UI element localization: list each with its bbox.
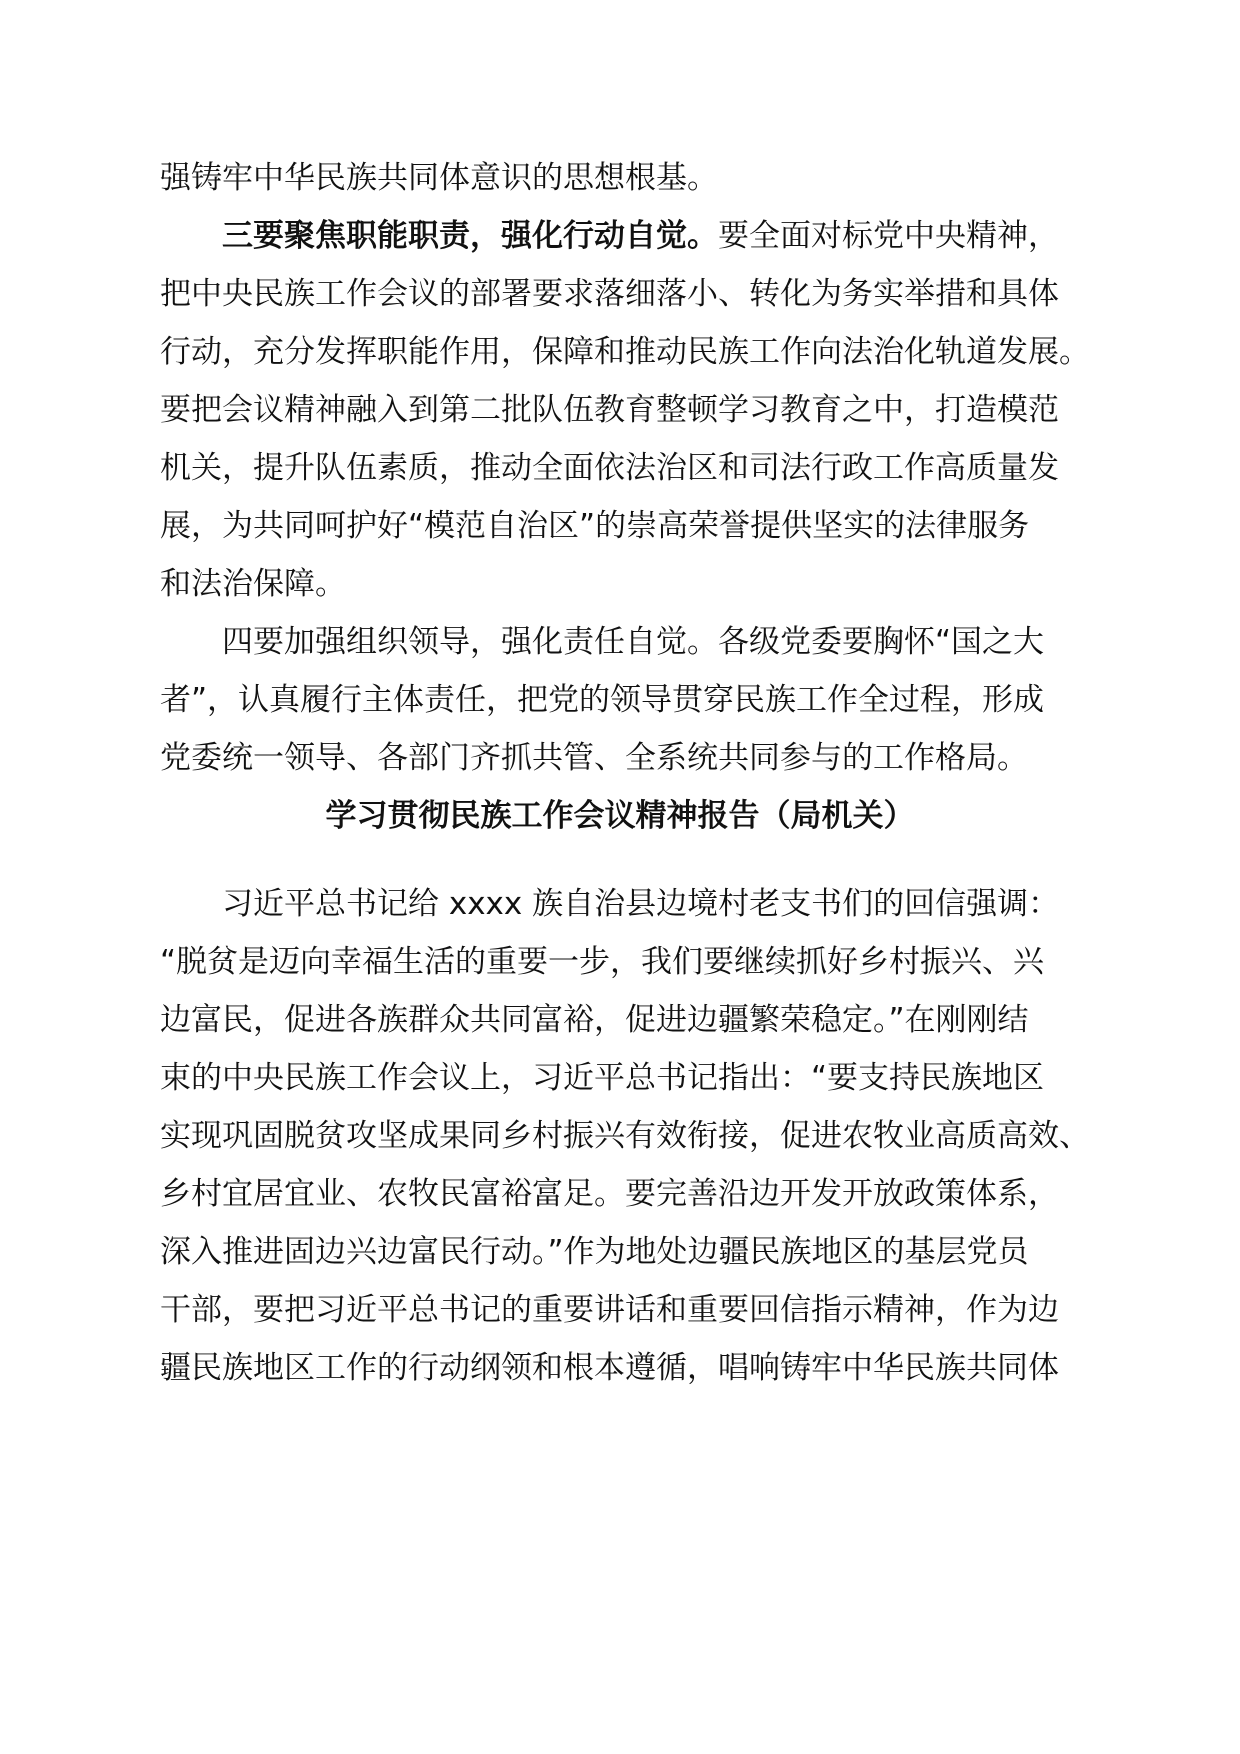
body-line: “脱贫是迈向幸福生活的重要一步，我们要继续抓好乡村振兴、兴	[160, 944, 1045, 980]
body-line: 束的中央民族工作会议上，习近平总书记指出：“要支持民族地区	[160, 1060, 1045, 1096]
body-line: 四要加强组织领导，强化责任自觉。各级党委要胸怀“国之大	[222, 624, 1045, 660]
body-line: 党委统一领导、各部门齐抓共管、全系统共同参与的工作格局。	[160, 740, 1028, 776]
body-line: 展，为共同呵护好“模范自治区”的崇高荣誉提供坚实的法律服务	[160, 508, 1030, 544]
section-heading: 学习贯彻民族工作会议精神报告（局机关）	[325, 798, 915, 834]
body-line: 行动，充分发挥职能作用，保障和推动民族工作向法治化轨道发展。	[160, 334, 1090, 370]
body-line: 和法治保障。	[160, 566, 346, 602]
body-line: 习近平总书记给 xxxx 族自治县边境村老支书们的回信强调：	[222, 886, 1060, 922]
body-line	[222, 206, 1120, 266]
body-line: 干部，要把习近平总书记的重要讲话和重要回信指示精神，作为边	[160, 1292, 1059, 1328]
body-line: 要把会议精神融入到第二批队伍教育整顿学习教育之中，打造模范	[160, 392, 1059, 428]
body-line: 边富民，促进各族群众共同富裕，促进边疆繁荣稳定。”在刚刚结	[160, 1002, 1029, 1038]
body-text: 要全面对标党中央精神，	[718, 218, 1059, 254]
bold-lead-sentence: 三要聚焦职能职责，强化行动自觉。	[222, 218, 718, 254]
body-line: 实现巩固脱贫攻坚成果同乡村振兴有效衔接，促进农牧业高质高效、	[160, 1118, 1090, 1154]
body-line: 者”，认真履行主体责任，把党的领导贯穿民族工作全过程，形成	[160, 682, 1045, 718]
body-line: 疆民族地区工作的行动纲领和根本遵循，唱响铸牢中华民族共同体	[160, 1350, 1059, 1386]
body-line: 强铸牢中华民族共同体意识的思想根基。	[160, 160, 718, 196]
body-line: 乡村宜居宜业、农牧民富裕富足。要完善沿边开发开放政策体系，	[160, 1176, 1059, 1212]
body-line: 把中央民族工作会议的部署要求落细落小、转化为务实举措和具体	[160, 276, 1059, 312]
body-line: 深入推进固边兴边富民行动。”作为地处边疆民族地区的基层党员	[160, 1234, 1029, 1270]
body-line: 机关，提升队伍素质，推动全面依法治区和司法行政工作高质量发	[160, 450, 1059, 486]
